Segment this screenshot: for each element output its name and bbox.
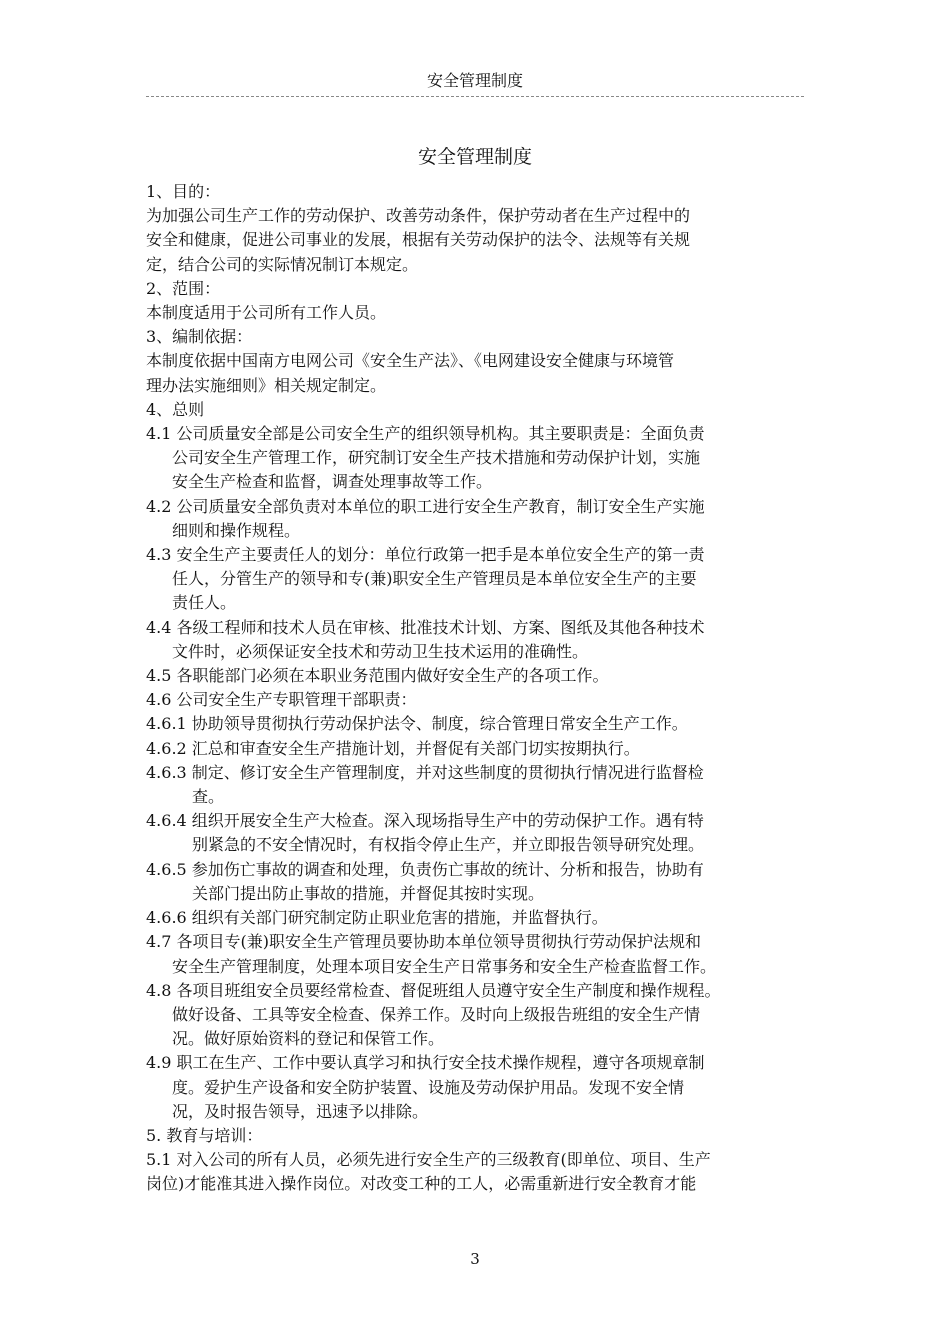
text-line: 责任人。 [172, 593, 237, 613]
page-header: 安全管理制度 [426, 71, 523, 90]
paragraph-4-1 [146, 422, 808, 495]
text-line: 安全和健康，促进公司事业的发展，根据有关劳动保护的法令、法规等有关规 [146, 230, 691, 250]
text-line: 5.1 对入公司的所有人员，必须先进行安全生产的三级教育(即单位、项目、生产 [146, 1150, 711, 1170]
text-line: 别紧急的不安全情况时，有权指令停止生产，并立即报告领导研究处理。 [192, 835, 705, 855]
text-line: 理办法实施细则》相关规定制定。 [146, 375, 387, 395]
paragraph-4-8 [146, 979, 808, 1052]
text-line: 4.8 各项目班组安全员要经常检查、督促班组人员遵守安全生产制度和操作规程。 [146, 980, 721, 1000]
paragraph-4-9 [146, 1051, 808, 1124]
text-line: 4.2 公司质量安全部负责对本单位的职工进行安全生产教育，制订安全生产实施 [146, 496, 705, 516]
text-line: 4.6.3 制定、修订安全生产管理制度，并对这些制度的贯彻执行情况进行监督检 [146, 762, 704, 782]
text-line: 4.5 各职能部门必须在本职业务范围内做好安全生产的各项工作。 [146, 666, 609, 686]
paragraph-s1 [146, 180, 808, 204]
text-line: 4.3 安全生产主要责任人的划分：单位行政第一把手是本单位安全生产的第一责 [146, 545, 705, 565]
text-line: 1、目的： [146, 182, 221, 201]
paragraph-4-6-5 [146, 858, 808, 906]
paragraph-5-1 [146, 1148, 808, 1196]
document-body [146, 180, 808, 1197]
text-line: 4.4 各级工程师和技术人员在审核、批准技术计划、方案、图纸及其他各种技术 [146, 617, 705, 637]
text-line: 4.6.6 组织有关部门研究制定防止职业危害的措施，并监督执行。 [146, 908, 608, 928]
paragraph-s3 [146, 325, 808, 349]
text-line: 4.9 职工在生产、工作中要认真学习和执行安全技术操作规程，遵守各项规章制 [146, 1053, 705, 1073]
paragraph-s3-body [146, 349, 808, 397]
text-line: 安全生产检查和监督，调查处理事故等工作。 [172, 472, 493, 492]
paragraph-s2-body [146, 301, 808, 325]
text-line: 文件时，必须保证安全技术和劳动卫生技术运用的准确性。 [172, 641, 589, 661]
paragraph-4-6-2 [146, 737, 808, 761]
text-line: 4.6 公司安全生产专职管理干部职责： [146, 690, 417, 710]
text-line: 安全生产管理制度，处理本项目安全生产日常事务和安全生产检查监督工作。 [172, 956, 717, 976]
paragraph-4-6-4 [146, 809, 808, 857]
text-line: 况，及时报告领导，迅速予以排除。 [172, 1101, 429, 1121]
paragraph-s1-body [146, 204, 808, 277]
paragraph-s4 [146, 398, 808, 422]
text-line: 4.6.2 汇总和审查安全生产措施计划，并督促有关部门切实按期执行。 [146, 738, 640, 758]
text-line: 本制度适用于公司所有工作人员。 [146, 303, 387, 323]
text-line: 4、总则 [146, 399, 205, 419]
text-line: 公司安全生产管理工作，研究制订安全生产技术措施和劳动保护计划，实施 [172, 448, 701, 468]
text-line: 4.7 各项目专(兼)职安全生产管理员要协助本单位领导贯彻执行劳动保护法规和 [146, 932, 702, 952]
document-title: 安全管理制度 [417, 146, 532, 168]
text-line: 岗位)才能准其进入操作岗位。对改变工种的工人，必需重新进行安全教育才能 [146, 1174, 697, 1194]
text-line: 4.6.4 组织开展安全生产大检查。深入现场指导生产中的劳动保护工作。遇有特 [146, 811, 704, 831]
paragraph-4-5 [146, 664, 808, 688]
text-line: 3、编制依据： [146, 327, 253, 347]
page-number: 3 [470, 1250, 480, 1268]
paragraph-4-7 [146, 930, 808, 978]
text-line: 细则和操作规程。 [172, 520, 301, 540]
text-line: 4.1 公司质量安全部是公司安全生产的组织领导机构。其主要职责是：全面负责 [146, 424, 705, 444]
text-line: 度。爱护生产设备和安全防护装置、设施及劳动保护用品。发现不安全情 [172, 1077, 685, 1097]
paragraph-4-6 [146, 688, 808, 712]
paragraph-4-6-1 [146, 712, 808, 736]
paragraph-s2 [146, 277, 808, 301]
paragraph-4-6-6 [146, 906, 808, 930]
text-line: 本制度依据中国南方电网公司《安全生产法》、《电网建设安全健康与环境管 [146, 351, 675, 371]
text-line: 况。做好原始资料的登记和保管工作。 [172, 1029, 445, 1049]
text-line: 定，结合公司的实际情况制订本规定。 [146, 254, 419, 274]
text-line: 4.6.5 参加伤亡事故的调查和处理，负责伤亡事故的统计、分析和报告，协助有 [146, 859, 704, 879]
paragraph-4-2 [146, 495, 808, 543]
header-divider [146, 96, 804, 97]
paragraph-s5 [146, 1124, 808, 1148]
text-line: 查。 [192, 787, 225, 807]
paragraph-4-3 [146, 543, 808, 616]
paragraph-4-6-3 [146, 761, 808, 809]
text-line: 任人，分管生产的领导和专(兼)职安全生产管理员是本单位安全生产的主要 [172, 569, 697, 589]
text-line: 5. 教育与培训： [146, 1125, 263, 1145]
text-line: 2、范围： [146, 278, 221, 298]
text-line: 做好设备、工具等安全检查、保养工作。及时向上级报告班组的安全生产情 [172, 1004, 701, 1024]
text-line: 4.6.1 协助领导贯彻执行劳动保护法令、制度，综合管理日常安全生产工作。 [146, 714, 688, 734]
text-line: 为加强公司生产工作的劳动保护、改善劳动条件，保护劳动者在生产过程中的 [146, 206, 691, 226]
text-line: 关部门提出防止事故的措施，并督促其按时实现。 [192, 883, 545, 903]
paragraph-4-4 [146, 616, 808, 664]
